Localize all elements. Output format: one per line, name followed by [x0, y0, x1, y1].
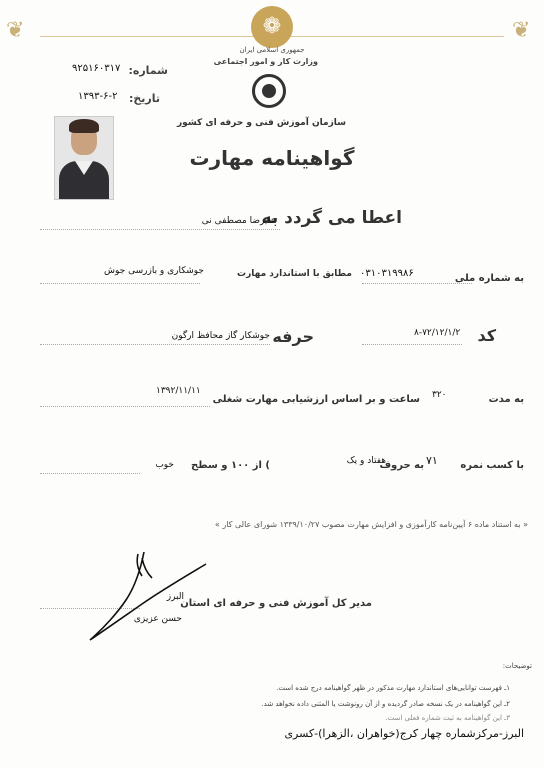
footer-caption: البرز-مرکزشماره چهار کرج(خواهران ،الزهرا)-کسری: [284, 727, 524, 740]
signature-mark: [82, 548, 212, 644]
score-digits: ۷۱: [426, 454, 438, 467]
recipient-photo: [54, 116, 114, 200]
trade-label: حرفه: [272, 327, 314, 346]
duration-label: به مدت: [488, 394, 524, 405]
recipient-dotted-line: [40, 229, 280, 230]
code-label: کد: [477, 326, 496, 345]
organization-name: سازمان آموزش فنی و حرفه ای کشور: [177, 118, 346, 128]
note-item: ۲ـ این گواهینامه در یک نسخه صادر گردیده و از آن رونوشت یا المثنی داده نخواهد شد.: [261, 700, 510, 708]
ornament-top-right-icon: ❦: [512, 18, 531, 43]
ornament-top-left-icon: ❦: [6, 18, 25, 43]
date-value: ۱۳۹۳-۶-۲: [78, 91, 118, 102]
hours-label: ساعت و بر اساس ارزشیابی مهارت شغلی: [212, 394, 420, 405]
standard-label: مطابق با استاندارد مهارت: [237, 269, 352, 279]
level-value: خوب: [155, 460, 174, 470]
national-id-dotted-line: [362, 283, 472, 284]
page-title: گواهینامه مهارت: [189, 146, 355, 170]
ministry-name: وزارت کار و امور اجتماعی: [213, 57, 318, 66]
level-dotted-line: [40, 473, 140, 474]
score-words: هفتاد و یک: [346, 456, 386, 466]
score-scale-label: ) از ۱۰۰ و سطح: [191, 460, 270, 471]
code-dotted-line: [362, 344, 462, 345]
trade-value: جوشکار گاز محافظ ارگون: [171, 331, 270, 341]
signatory-title: مدیر کل آموزش فنی و حرفه ای استان: [180, 598, 372, 609]
standard-value: جوشکاری و بازرسی جوش: [104, 266, 204, 276]
legal-basis: « به استناد ماده ۶ آیین‌نامه کارآموزی و افزایش مهارت مصوب ۱۳۳۹/۱۰/۲۷ شورای عالی کار »: [214, 520, 528, 529]
iran-emblem-icon: ❁: [251, 6, 293, 48]
national-id-label: به شماره ملی: [454, 273, 524, 284]
date-label: تاریخ:: [128, 92, 160, 105]
score-label: با کسب نمره: [460, 460, 524, 471]
score-words-label: به حروف: [379, 460, 424, 471]
note-item: ۳ـ این گواهینامه به ثبت شماره فعلی است.: [385, 714, 510, 722]
number-label: شماره:: [128, 64, 168, 77]
notes-title: توضیحات:: [502, 662, 532, 670]
number-value: ۹۲۵۱۶۰۳۱۷: [72, 63, 121, 74]
standard-dotted-line: [40, 283, 200, 284]
award-label: اعطا می گردد به: [261, 208, 402, 228]
national-id-value: ۰۳۱۰۳۱۹۹۸۶: [360, 268, 414, 279]
province-name: البرز: [166, 592, 184, 602]
tvto-logo-icon: [252, 74, 286, 108]
signer-name: حسن عزیزی: [133, 614, 182, 624]
evaluation-date: ۱۳۹۲/۱۱/۱۱: [156, 386, 201, 396]
recipient-name: علیرضا مصطفی نی: [201, 216, 276, 226]
state-name: جمهوری اسلامی ایران: [239, 46, 305, 54]
duration-value: ۳۲۰: [432, 390, 447, 400]
evaluation-dotted-line: [40, 406, 210, 407]
trade-dotted-line: [40, 344, 270, 345]
note-item: ۱ـ فهرست توانایی‌های استاندارد مهارت مذکور در ظهر گواهینامه درج شده است.: [276, 684, 510, 692]
code-value: ۸-۷۲/۱۲/۱/۲: [414, 328, 461, 338]
